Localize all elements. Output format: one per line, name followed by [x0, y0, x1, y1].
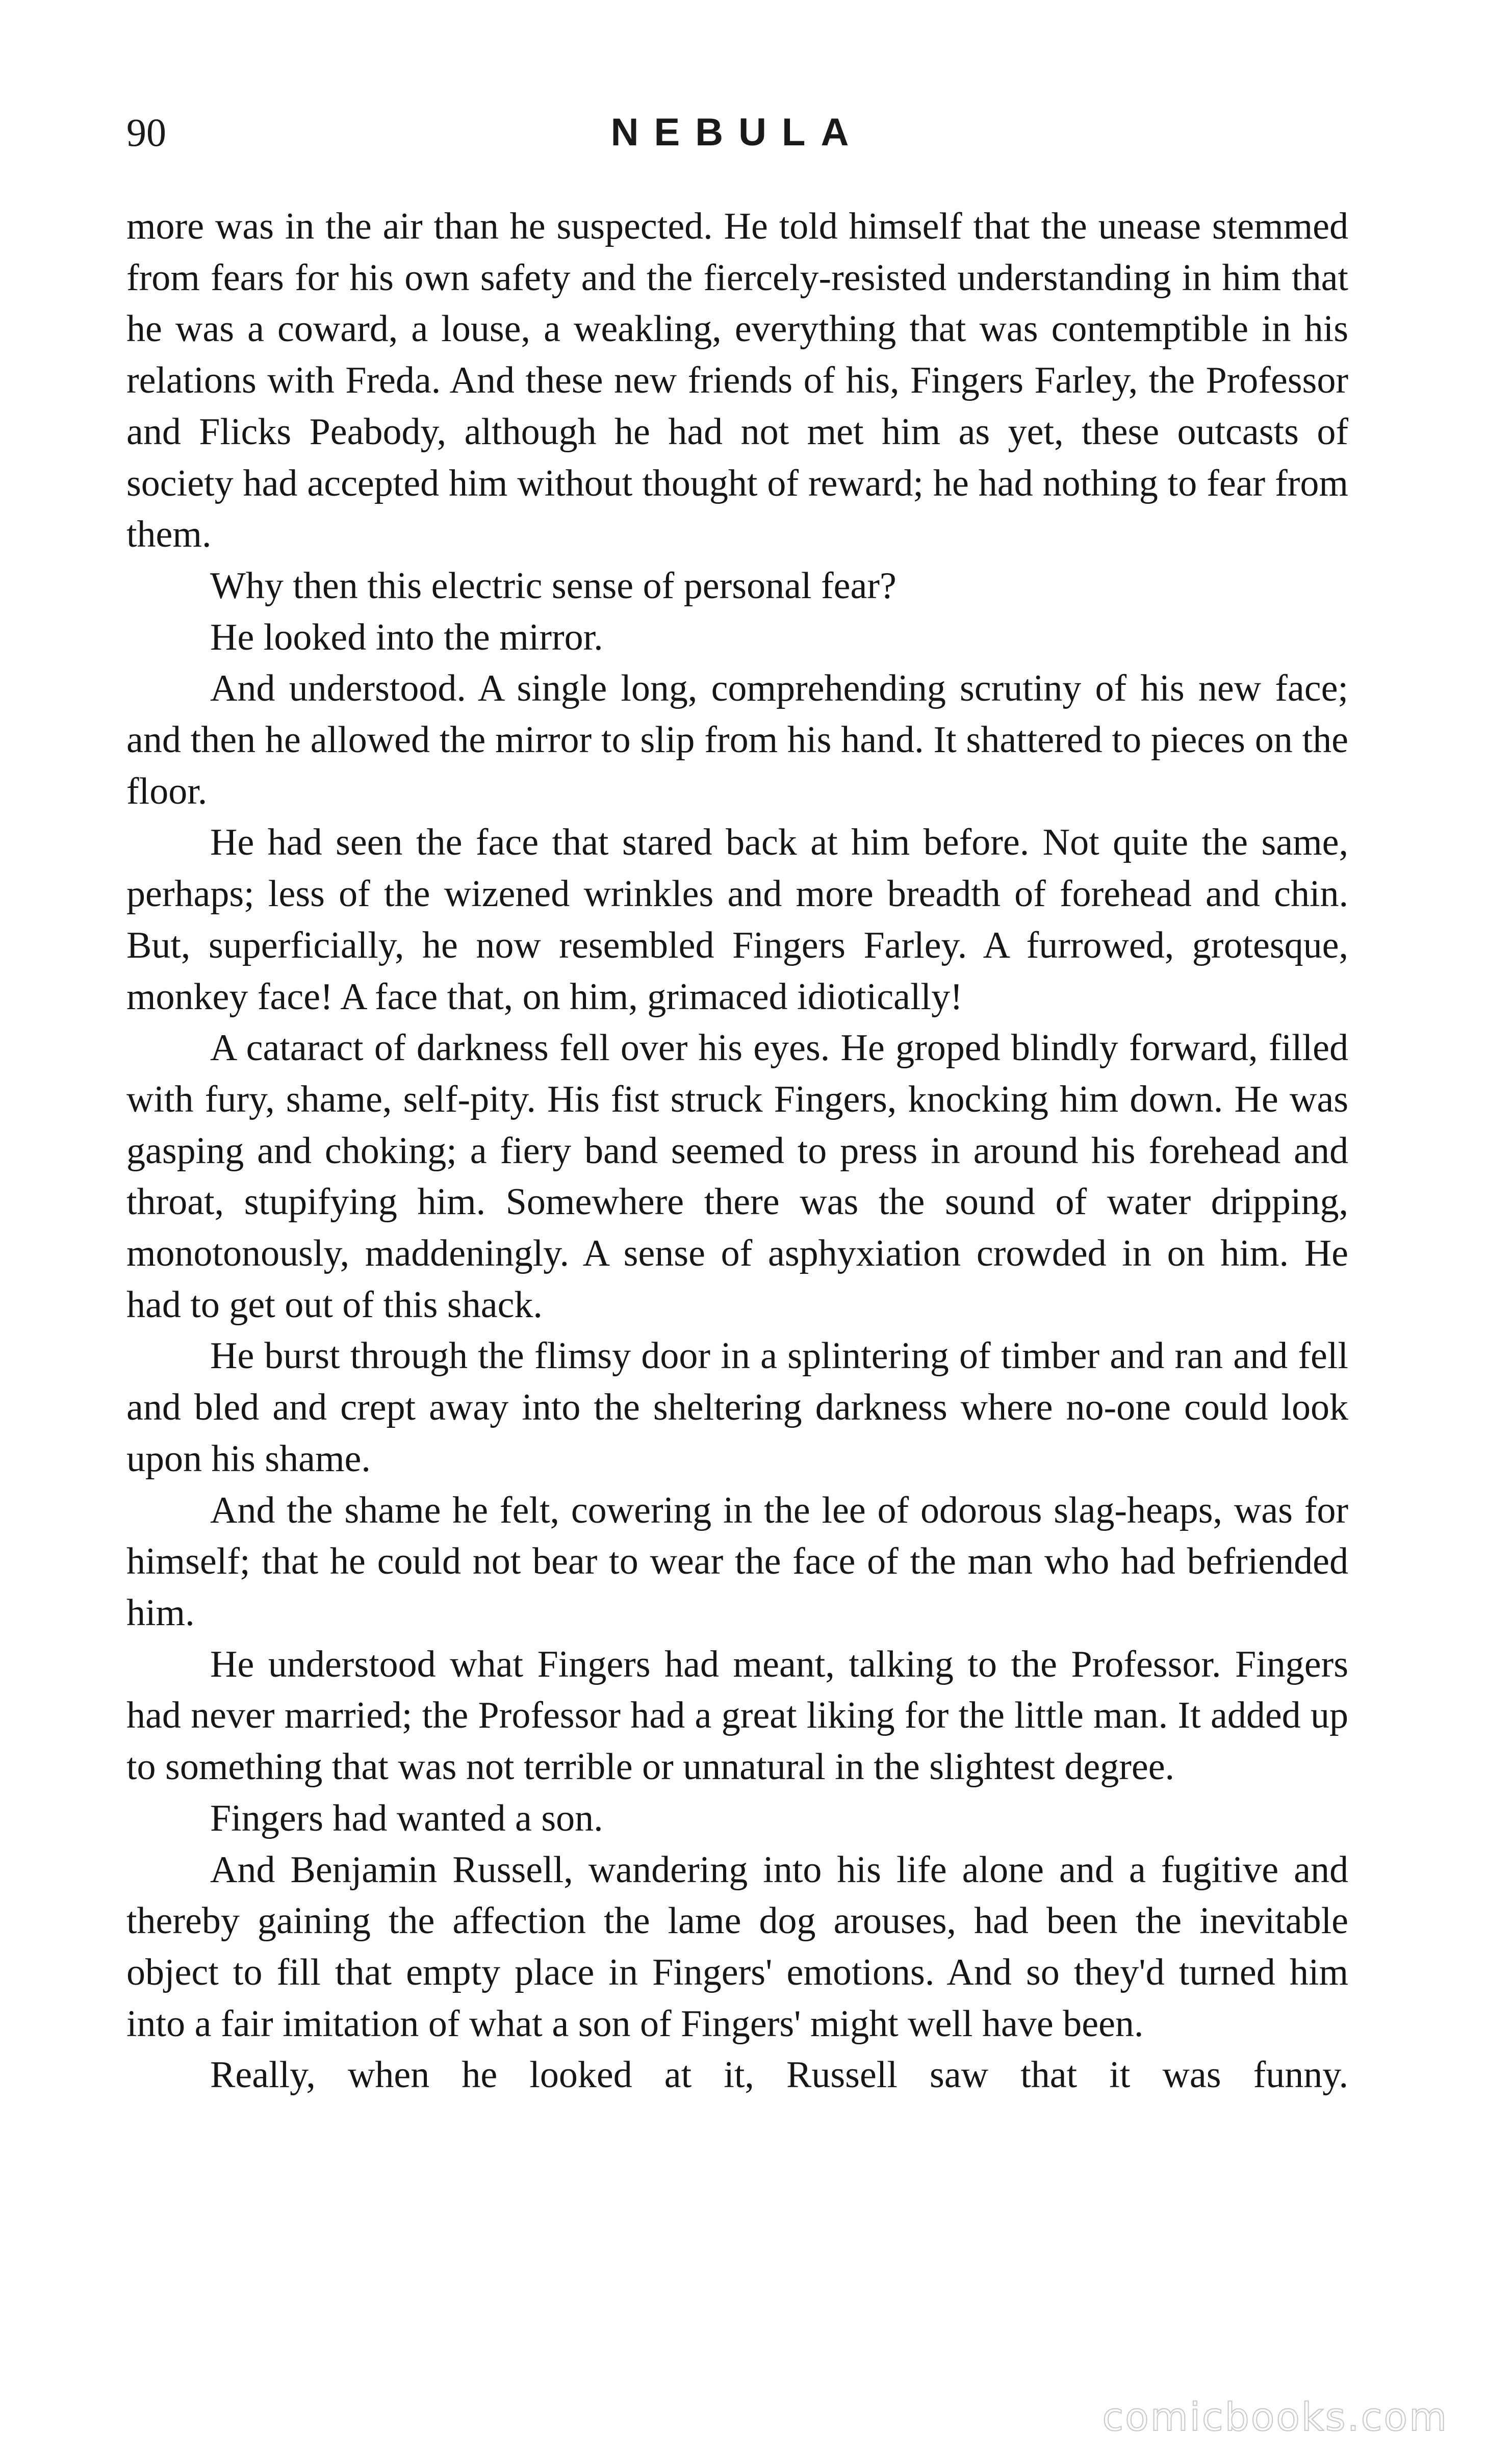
running-title: NEBULA	[610, 111, 864, 154]
paragraph-3: He looked into the mirror.	[210, 616, 603, 658]
paragraph-6: A cataract of darkness fell over his eyes. He groped blindly forward, filled with fury, shame, self-pity. His fist struck Fingers, knocking him down. He was gasping and choking; a fiery band seemed to press in around his forehead and throat, stupifying him. Somewhere there was the sound of water dripping, monotonously, maddeningly. A sense of asphyxiation crowded in on him. He had to get out of this shack.	[126, 1027, 1348, 1326]
watermark: comicbooks.com	[1102, 2394, 1448, 2440]
paragraph-11: And Benjamin Russell, wandering into his life alone and a fugitive and thereby gaining the affection the lame dog arouses, had been the inevitable object to fill that empty place in Fingers' emotions. And so they'd turned him into a fair imitation of what a son of Fingers' might well have been.	[126, 1849, 1348, 2045]
paragraph-12: Really, when he looked at it, Russell saw that it was funny.	[210, 2054, 1348, 2096]
paragraph-2: Why then this electric sense of personal fear?	[210, 564, 896, 607]
paragraph-5: He had seen the face that stared back at him before. Not quite the same, perhaps; less of the wizened wrinkles and more breadth of forehead and chin. But, superficially, he now resembled Fingers Farley. A furrowed, grotesque, monkey face! A face that, on him, grimaced idiotically!	[126, 822, 1348, 1018]
paragraph-8: And the shame he felt, cowering in the lee of odorous slag-heaps, was for himself; that he could not bear to wear the face of the man who had befriended him.	[126, 1489, 1348, 1634]
paragraph-1: more was in the air than he suspected. He told himself that the unease stemmed from fears for his own safety and the fiercely-resisted understanding in him that he was a coward, a louse, a weakling, everything that was contemptible in his relations with Freda. And these new friends of his, Fingers Farley, the Professor and Flicks Peabody, although he had not met him as yet, these outcasts of society had accepted him without thought of reward; he had nothing to fear from them.	[126, 206, 1348, 556]
page-header	[126, 102, 1348, 163]
paragraph-10: Fingers had wanted a son.	[210, 1797, 603, 1839]
page-number: 90	[126, 110, 166, 155]
paragraph-7: He burst through the flimsy door in a splintering of timber and ran and fell and bled and crept away into the sheltering darkness where no-one could look upon his shame.	[126, 1335, 1348, 1480]
body-text	[126, 201, 1348, 2101]
paragraph-4: And understood. A single long, comprehending scrutiny of his new face; and then he allowed the mirror to slip from his hand. It shattered to pieces on the floor.	[126, 668, 1348, 812]
paragraph-9: He understood what Fingers had meant, talking to the Professor. Fingers had never married; the Professor had a great liking for the little man. It added up to something that was not terrible or unnatural in the slightest degree.	[126, 1643, 1348, 1788]
